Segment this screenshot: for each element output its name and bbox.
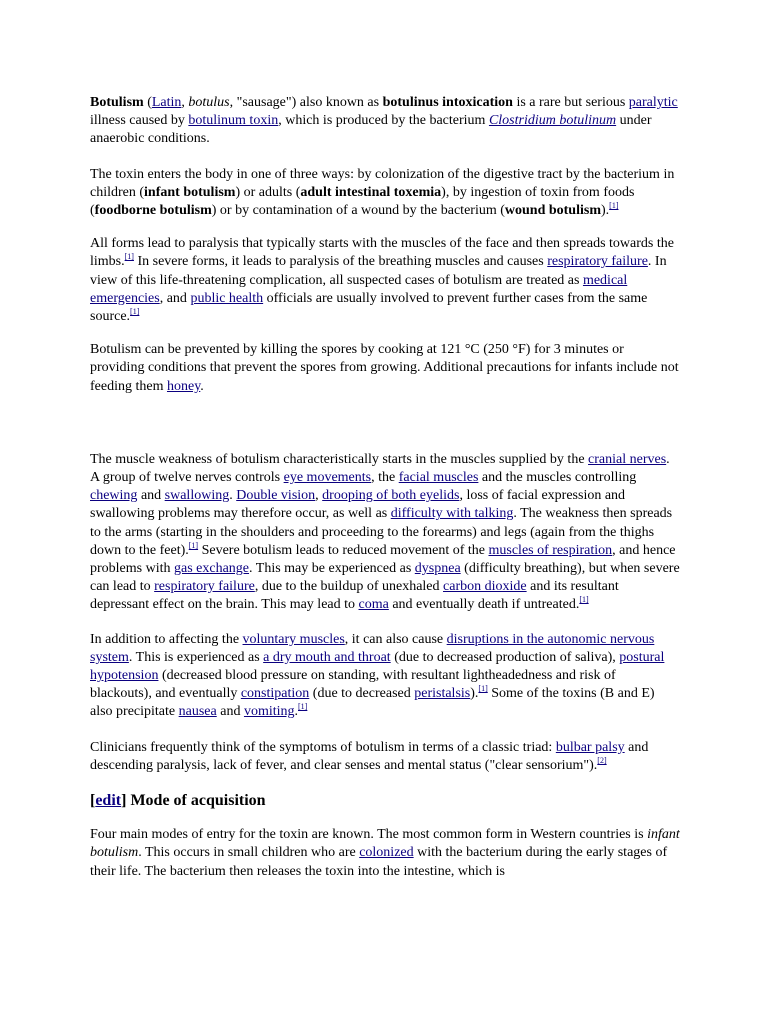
bracket: ] [121,792,127,810]
term-botulism: Botulism [90,95,144,110]
link-carbon-dioxide[interactable]: carbon dioxide [443,579,527,595]
text: , [181,95,189,110]
link-muscles-of-respiration[interactable]: muscles of respiration [488,542,613,558]
term-infant-botulism-italic: infant botulism [90,827,680,861]
text: ). [470,686,479,702]
link-postural-hypotension[interactable]: postural hypotension [90,649,665,684]
link-latin[interactable]: Latin [151,95,182,110]
term-foodborne-botulism: foodborne botulism [94,203,212,219]
citation-2[interactable]: [2] [597,755,607,765]
section-heading-mode-of-acquisition [90,791,680,811]
citation-1[interactable]: [1] [188,540,199,550]
term-infant-botulism: infant botulism [144,184,236,200]
citation-1[interactable]: [1] [124,252,134,262]
text: (due to decreased [309,686,415,702]
text: and its resultant depressant effect on the brain. This may lead to [90,579,619,613]
paragraph-muscle-weakness [90,451,680,615]
term-adult-intestinal-toxemia: adult intestinal toxemia [300,184,442,200]
link-nausea[interactable]: nausea [178,704,217,720]
link-peristalsis[interactable]: peristalsis [414,686,471,702]
text: The toxin enters the body in one of three ways: by colonization of the digestive tract by the bacterium in children ( [90,166,675,200]
link-double-vision[interactable]: Double vision [236,488,316,504]
link-bulbar-palsy[interactable]: bulbar palsy [555,739,625,755]
text: (decreased blood pressure on standing, with resultant lightheadedness and risk of blackouts), and eventually [90,668,616,702]
link-dry-mouth[interactable]: a dry mouth and throat [263,649,391,665]
article-body [90,94,680,881]
link-swallowing[interactable]: swallowing [164,488,230,504]
citation-1[interactable]: [1] [298,702,308,712]
link-voluntary-muscles[interactable]: voluntary muscles [242,631,345,647]
paragraph-prevention [90,341,680,396]
text: and [137,488,165,504]
link-facial-muscles[interactable]: facial muscles [398,470,479,486]
citation-1[interactable]: [1] [478,684,488,694]
text: , "sausage") also known as [229,95,383,110]
link-colonized[interactable]: colonized [359,845,414,861]
paragraph-autonomic [90,631,680,722]
text: , loss of facial expression and swallowing problems may therefore occur, as well as [90,488,626,522]
link-autonomic-nervous-system[interactable]: disruptions in the autonomic nervous system [90,631,655,665]
link-coma[interactable]: coma [358,597,389,613]
text: (difficulty breathing), but when severe can lead to [90,561,680,595]
link-medical-emergencies[interactable]: medical emergencies [90,272,628,306]
heading-title: Mode of acquisition [126,792,266,810]
text: . [200,378,204,394]
text: under anaerobic conditions. [90,113,652,147]
text: Four main modes of entry for the toxin are known. The most common form in Western countries is [90,827,648,843]
edit-link[interactable]: edit [95,792,122,810]
text: Severe botulism leads to reduced movement of the [198,542,489,558]
term-wound-botulism: wound botulism [504,203,601,219]
link-gas-exchange[interactable]: gas exchange [174,561,250,577]
text: . In view of this life-threatening complication, all suspected cases of botulism are treated as [90,254,667,288]
citation-link [478,684,487,693]
link-dyspnea[interactable]: dyspnea [414,561,461,577]
text: , it can also cause [344,631,447,647]
text: (due to decreased production of saliva), [390,649,620,665]
link-eye-movements[interactable]: eye movements [283,470,372,486]
citation-1[interactable]: [1] [609,201,619,211]
citation-link [597,756,606,765]
text: , the [371,470,399,486]
link-constipation[interactable]: constipation [240,686,310,702]
text: ). [600,203,610,219]
text: , and [159,290,191,306]
text: . [229,488,237,504]
text: , which is produced by the bacterium [278,113,489,129]
text: The muscle weakness of botulism characteristically starts in the muscles supplied by the [90,451,589,467]
text: . A group of twelve nerves controls [90,451,670,486]
text: ( [143,95,152,110]
citation-link [189,541,198,550]
text: officials are usually involved to prevent further cases from the same source. [90,290,648,325]
paragraph-modes [90,826,680,881]
text: Botulism can be prevented by killing the spores by cooking at 121 °C (250 °F) for 3 minutes or providing conditions that prevent the spores from growing. Additional precautions for infants include not feeding them [90,342,679,394]
term-botulinus-intoxication: botulinus intoxication [382,95,513,110]
link-drooping-eyelids[interactable]: drooping of both eyelids [322,488,460,504]
citation-link [130,307,139,316]
paragraph-triad [90,739,680,775]
text: In severe forms, it leads to paralysis of the breathing muscles and causes [133,254,548,270]
link-respiratory-failure-2[interactable]: respiratory failure [154,579,255,595]
text: . This may be experienced as [249,561,415,577]
link-respiratory-failure[interactable]: respiratory failure [547,254,648,270]
term-botulus: botulus [188,95,230,110]
text: and eventually death if untreated. [388,597,580,613]
text: with the bacterium during the early stages of their life. The bacterium then releases the toxin into the intestine, which is [90,845,668,879]
citation-link [125,252,134,261]
paragraph-toxin-entry [90,166,680,221]
link-difficulty-talking[interactable]: difficulty with talking [390,506,514,522]
text: . The weakness then spreads to the arms (starting in the shoulders and proceeding to the forearms) and legs (again from the thighs down to the feet). [90,506,673,558]
link-paralytic[interactable]: paralytic [628,95,678,110]
citation-link [579,595,588,604]
text: and [216,704,244,720]
paragraph-paralysis [90,235,680,326]
text: ), by ingestion of toxin from foods ( [90,184,635,219]
paragraph-intro [90,94,680,149]
link-chewing[interactable]: chewing [90,488,138,504]
link-cranial-nerves[interactable]: cranial nerves [588,451,667,467]
text: , [315,488,323,504]
text: and the muscles controlling [478,470,637,486]
text: , and hence problems with [90,542,676,577]
text: . [294,704,299,720]
text: illness caused by [90,113,189,129]
text: All forms lead to paralysis that typically starts with the muscles of the face and then spreads towards the limbs. [90,236,674,270]
text: Clinicians frequently think of the symptoms of botulism in terms of a classic triad: [90,739,556,755]
link-clostridium-botulinum[interactable] [489,113,616,128]
link-text: Clostridium botulinum [488,113,617,129]
text: . This is experienced as [128,649,264,665]
text: ) or by contamination of a wound by the bacterium ( [211,203,505,219]
citation-link [609,201,618,210]
link-public-health[interactable]: public health [190,290,264,306]
link-vomiting[interactable]: vomiting [243,704,295,720]
citation-link [298,702,307,711]
link-botulinum-toxin[interactable]: botulinum toxin [188,113,279,129]
bracket: [ [90,792,96,810]
text: . This occurs in small children who are [138,845,360,861]
citation-1[interactable]: [1] [130,307,140,317]
citation-1[interactable]: [1] [579,595,589,605]
text: , due to the buildup of unexhaled [254,579,444,595]
text: ) or adults ( [235,184,301,200]
text: Some of the toxins (B and E) also precipitate [90,686,655,720]
text: and descending paralysis, lack of fever, and clear senses and mental status ("clear sensorium"). [90,739,649,773]
text: is a rare but serious [512,95,629,110]
text: In addition to affecting the [90,631,243,647]
link-honey[interactable]: honey [166,378,201,394]
